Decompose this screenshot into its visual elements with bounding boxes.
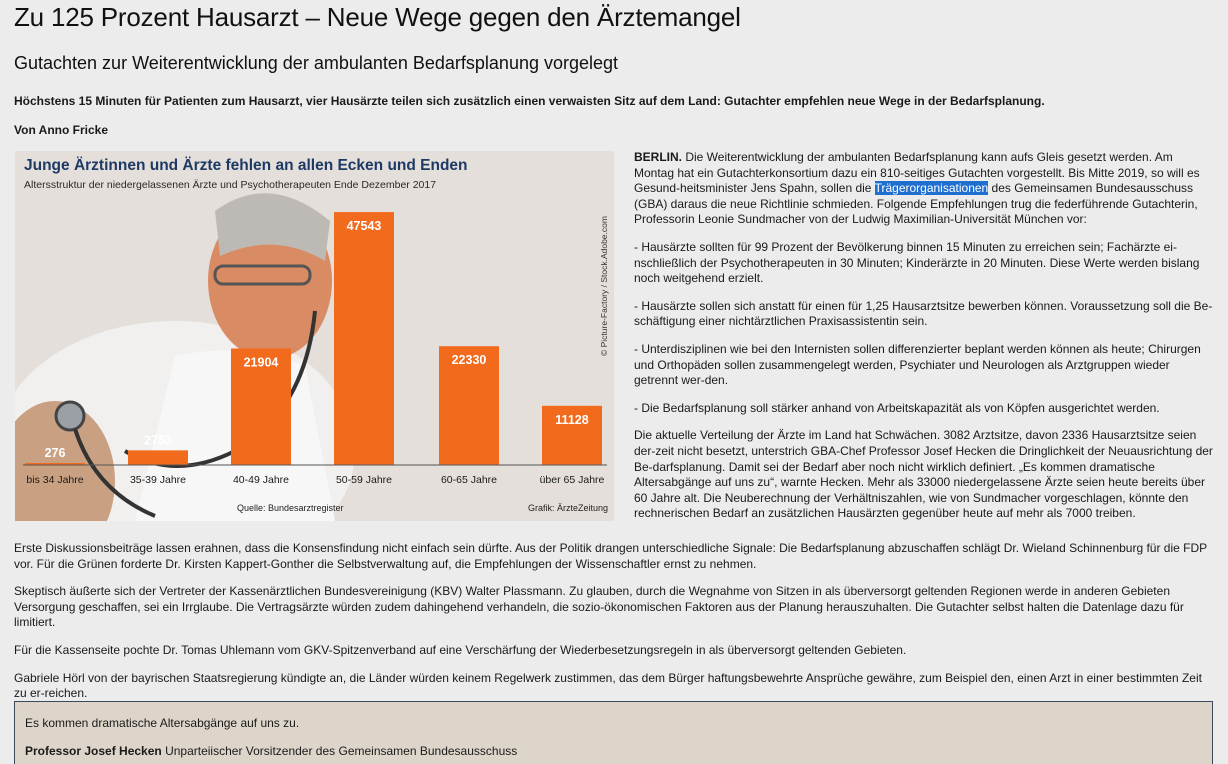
intro-text-a: Die Weiterentwicklung der ambulanten Bedarfsplanung kann aufs Gleis gesetzt werden. Am Montag hat ein Gutachterkonsortium dazu ein 810-seitiges Gutachten vorgestellt. Bis Mitte 2019, so will es Gesund-heitsminister Jens Spahn, sollen die	[634, 150, 1200, 196]
bar-value-label-2: 2753	[144, 433, 172, 448]
article-body-right	[634, 150, 1214, 534]
chart-title: Junge Ärztinnen und Ärzte fehlen an allen Ecken und Enden	[24, 157, 468, 174]
photo-credit: © Picture-Factory / Stock.Adobe.com	[599, 216, 609, 356]
bar-value-label-6: 11128	[555, 412, 589, 427]
category-label-4: 50-59 Jahre	[335, 474, 393, 486]
bar-value-label-1: 276	[44, 446, 66, 460]
article-body-bottom	[14, 541, 1214, 714]
paragraph-distribution: Die aktuelle Verteilung der Ärzte im Land hat Schwächen. 3082 Arztsitze, davon 2336 Hausarztsitze seien der-zeit nicht besetzt, unterstrich GBA-Chef Professor Josef Hecken die Dringlichkeit der Neuausrichtung der Be-darfsplanung. Damit sei der Bedarf aber noch nicht wirklich definiert. „Es kommen dramatische Altersabgänge auf uns zu“, warnte Hecken. Mehr als 33000 niedergelassene Ärzte seien heute bereits über 60 Jahre alt. Die Neuberechnung der Verhältniszahlen, wie von Sundmacher vorgeschlagen, könnte den rechnerischen Bedarf an zusätzlichen Hausärzten gegenüber heute auf mehr als 7000 treiben.	[634, 428, 1213, 521]
bullet-3: - Unterdisziplinen wie bei den Internisten sollen differenzierter beplant werden können als heute; Chirurgen und Orthopäden sollen zusammengelegt werden, Psychiater und Neurologen als Arztgruppen wieder getrennt wer-den.	[634, 341, 1201, 388]
bar-2	[128, 450, 188, 465]
bar-value-label-5: 22330	[451, 353, 487, 368]
paragraph-discussion: Erste Diskussionsbeiträge lassen erahnen, dass die Konsensfindung nicht einfach sein dürfte. Aus der Politik drangen unterschiedliche Signale: Die Bedarfsplanung abzuschaffen schlägt Dr. Wieland Schinnenburg für die FDP vor. Für die Grünen forderte Dr. Kirsten Kappert-Gonther die Selbstverwaltung auf, die Empfehlungen der Wissenschaftler ernst zu nehmen.	[14, 541, 1207, 571]
category-label-5: 60-65 Jahre	[440, 474, 498, 486]
quote-attribution	[25, 744, 517, 758]
intro-text-b: des Gemeinsamen Bundesausschuss (GBA) daraus die neue Richtlinie schmieden. Folgende Empfehlungen trug die federführende Gutachterin, Professorin Leonie Sundmacher von der Ludwig Maximilian-Universität München vor:	[634, 181, 1198, 227]
quote-role: Unparteiischer Vorsitzender des Gemeinsamen Bundesausschuss	[161, 744, 518, 758]
quote-text: Es kommen dramatische Altersabgänge auf uns zu.	[25, 716, 300, 730]
chart-graphic-credit: Grafik: ÄrzteZeitung	[528, 503, 609, 513]
bar-chart	[15, 151, 614, 521]
selected-text[interactable]: Trägerorganisationen	[874, 181, 989, 196]
category-label-3: 40-49 Jahre	[232, 474, 290, 486]
paragraph-bavaria: Gabriele Hörl von der bayrischen Staatsregierung kündigte an, die Länder würden keinem Regelwerk zustimmen, das dem Bürger haftungsbewehrte Ansprüche gewähre, zum Beispiel den, einen Arzt in einer bestimmten Zeit zu er-reichen.	[14, 670, 1202, 701]
chart-subtitle: Altersstruktur der niedergelassenen Ärzte und Psychotherapeuten Ende Dezember 2017	[24, 179, 437, 191]
infographic	[15, 151, 614, 521]
dateline: BERLIN.	[634, 150, 682, 164]
bullet-1: - Hausärzte sollten für 99 Prozent der Bevölkerung binnen 15 Minuten zu erreichen sein; Fachärzte ei-nschließlich der Psychotherapeuten in 30 Minuten; Kinderärzte in 20 Minuten. Diese Werte werden bislang noch weitgehend erzielt.	[634, 239, 1200, 286]
article-author: Von Anno Fricke	[14, 123, 109, 137]
paragraph-kbv: Skeptisch äußerte sich der Vertreter der Kassenärztlichen Bundesvereinigung (KBV) Walter Plassmann. Zu glauben, durch die Wegnahme von Sitzen in als überversorgt geltenden Regionen werde in anderen Gebieten Versorgung geschaffen, sei ein Irrglaube. Die Vertragsärzte würden zudem dahingehend verhandeln, die sozio-ökonomischen Faktoren aus der Planung herauszuhalten. Die Gutachter selbst halten die Datenlage dazu für limitiert.	[14, 584, 1184, 630]
paragraph-gkv: Für die Kassenseite pochte Dr. Tomas Uhlemann vom GKV-Spitzenverband auf eine Verschärfung der Wiederbesetzungsregeln in als überversorgt geltenden Gebieten.	[14, 642, 907, 657]
category-label-6: über 65 Jahre	[539, 474, 605, 486]
bar-value-label-4: 47543	[346, 219, 382, 234]
category-label-2: 35-39 Jahre	[129, 474, 187, 486]
category-label-1: bis 34 Jahre	[26, 474, 84, 486]
bullet-4: - Die Bedarfsplanung soll stärker anhand von Arbeitskapazität als von Köpfen ausgerichtet werden.	[634, 400, 1160, 415]
quote-box	[14, 701, 1213, 764]
quote-author: Professor Josef Hecken	[25, 744, 162, 758]
chart-source: Quelle: Bundesarztregister	[237, 503, 344, 513]
paragraph-intro	[634, 150, 1214, 228]
page-title: Zu 125 Prozent Hausarzt – Neue Wege gegen den Ärztemangel	[14, 2, 741, 32]
bar-value-label-3: 21904	[243, 355, 279, 370]
article-lead: Höchstens 15 Minuten für Patienten zum Hausarzt, vier Hausärzte teilen sich zusätzlich einen verwaisten Sitz auf dem Land: Gutachter empfehlen neue Wege in der Bedarfsplanung.	[14, 94, 1045, 108]
bar-4	[334, 212, 394, 465]
bullet-2: - Hausärzte sollen sich anstatt für einen für 1,25 Hausarztsitze bewerben können. Voraussetzung soll die Be-schäftigung einer nichtärztlichen Praxisassistentin sein.	[634, 298, 1213, 329]
page-subtitle: Gutachten zur Weiterentwicklung der ambulanten Bedarfsplanung vorgelegt	[14, 53, 619, 73]
